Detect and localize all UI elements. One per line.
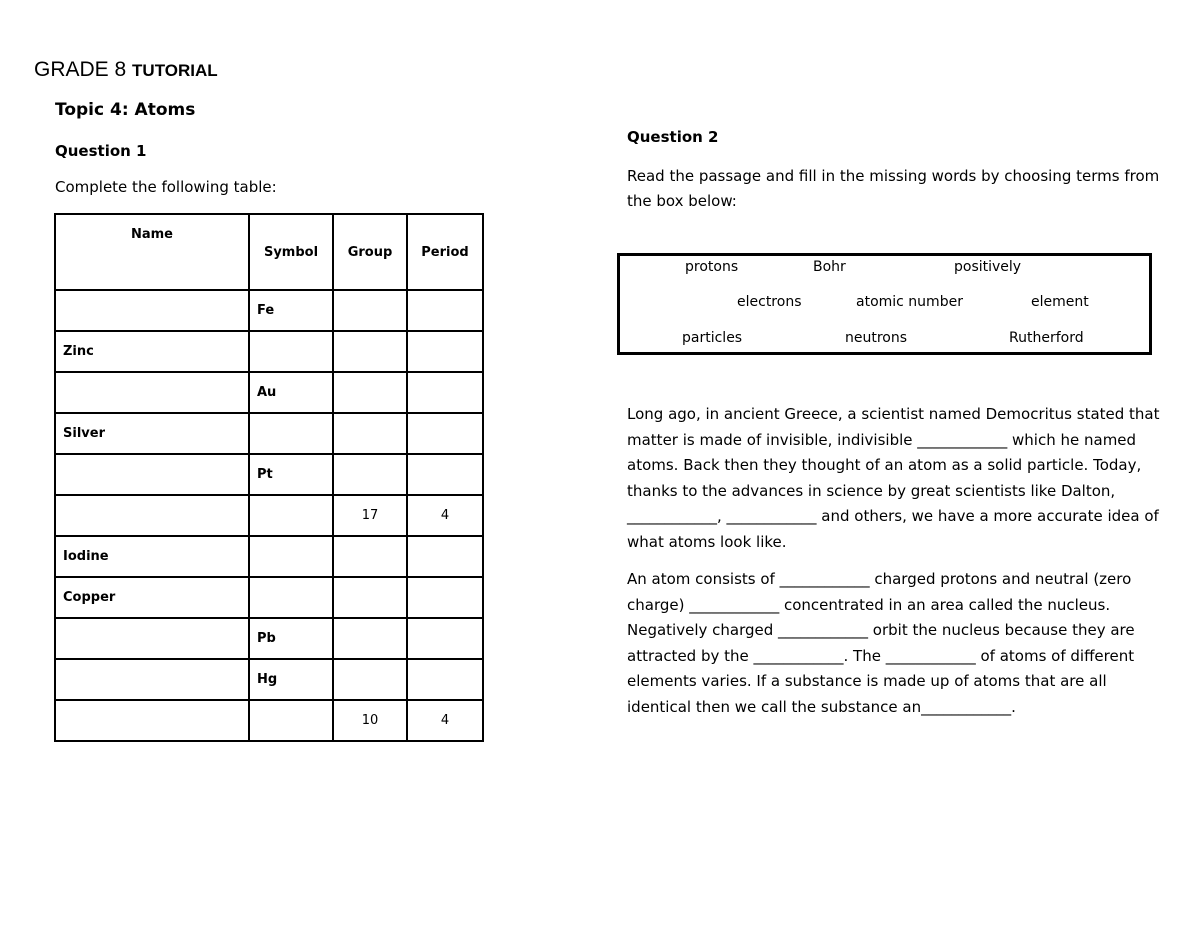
name-cell: Silver bbox=[55, 413, 249, 454]
word-bank-item: atomic number bbox=[856, 294, 963, 310]
symbol-cell bbox=[249, 331, 333, 372]
name-cell: Zinc bbox=[55, 331, 249, 372]
table-row bbox=[55, 536, 483, 577]
tutorial-label: TUTORIAL bbox=[132, 61, 218, 80]
symbol-cell: Fe bbox=[249, 290, 333, 331]
question2-instruction: Read the passage and fill in the missing words by choosing terms from the box below: bbox=[627, 167, 1160, 210]
word-bank-item: neutrons bbox=[845, 330, 908, 346]
name-cell: Copper bbox=[55, 577, 249, 618]
group-cell bbox=[333, 413, 407, 454]
passage-paragraph-2: An atom consists of ____________ charged protons and neutral (zero charge) ____________ concentrated in an area called the nucleus. Negatively charged ____________ orbit the nucleus because they are attracted by the ____________. The ____________ of atoms of different elements varies. If a substance is made up of atoms that are all identical then we call the substance an____________. bbox=[627, 570, 1135, 716]
symbol-cell: Pb bbox=[249, 618, 333, 659]
name-cell bbox=[55, 372, 249, 413]
symbol-cell bbox=[249, 536, 333, 577]
name-cell: Iodine bbox=[55, 536, 249, 577]
table-row bbox=[55, 577, 483, 618]
period-cell bbox=[407, 413, 483, 454]
table-body bbox=[55, 290, 483, 741]
symbol-cell bbox=[249, 577, 333, 618]
group-cell bbox=[333, 536, 407, 577]
word-bank-box bbox=[617, 253, 1152, 355]
period-cell bbox=[407, 372, 483, 413]
group-cell bbox=[333, 577, 407, 618]
word-bank-item: element bbox=[1031, 294, 1089, 310]
name-cell bbox=[55, 618, 249, 659]
period-cell bbox=[407, 659, 483, 700]
document-title bbox=[34, 58, 218, 82]
group-cell bbox=[333, 290, 407, 331]
name-cell bbox=[55, 700, 249, 741]
group-cell: 17 bbox=[333, 495, 407, 536]
group-cell bbox=[333, 618, 407, 659]
table-row bbox=[55, 331, 483, 372]
period-cell bbox=[407, 536, 483, 577]
table-row bbox=[55, 290, 483, 331]
grade-label: GRADE 8 bbox=[34, 58, 127, 81]
question1-heading: Question 1 bbox=[55, 142, 147, 160]
table-row bbox=[55, 495, 483, 536]
symbol-cell bbox=[249, 495, 333, 536]
symbol-cell: Hg bbox=[249, 659, 333, 700]
table-row bbox=[55, 700, 483, 741]
word-bank-item: protons bbox=[685, 259, 739, 275]
word-bank-item: positively bbox=[954, 259, 1022, 275]
word-bank-item: electrons bbox=[737, 294, 802, 310]
name-cell bbox=[55, 495, 249, 536]
table-row bbox=[55, 454, 483, 495]
word-bank-item: particles bbox=[682, 330, 743, 346]
group-cell bbox=[333, 454, 407, 495]
period-cell: 4 bbox=[407, 495, 483, 536]
elements-table bbox=[54, 213, 484, 742]
question2-heading: Question 2 bbox=[627, 128, 719, 146]
group-cell: 10 bbox=[333, 700, 407, 741]
period-cell bbox=[407, 618, 483, 659]
passage-paragraph-1: Long ago, in ancient Greece, a scientist named Democritus stated that matter is made of invisible, indivisible ____________ which he named atoms. Back then they thought of an atom as a solid particle. Today, thanks to the advances in science by great scientists like Dalton, ____________, ____________ and others, we have a more accurate idea of what atoms look like. bbox=[627, 405, 1160, 551]
question1-instruction: Complete the following table: bbox=[55, 178, 277, 196]
period-cell bbox=[407, 290, 483, 331]
column-header-group: Group bbox=[333, 214, 407, 290]
period-cell bbox=[407, 454, 483, 495]
symbol-cell: Pt bbox=[249, 454, 333, 495]
symbol-cell bbox=[249, 413, 333, 454]
name-cell bbox=[55, 290, 249, 331]
table-row bbox=[55, 659, 483, 700]
topic-heading: Topic 4: Atoms bbox=[55, 100, 196, 120]
symbol-cell bbox=[249, 700, 333, 741]
table-row bbox=[55, 372, 483, 413]
group-cell bbox=[333, 659, 407, 700]
group-cell bbox=[333, 331, 407, 372]
table-row bbox=[55, 413, 483, 454]
word-bank-item: Rutherford bbox=[1009, 330, 1084, 346]
period-cell bbox=[407, 331, 483, 372]
group-cell bbox=[333, 372, 407, 413]
period-cell bbox=[407, 577, 483, 618]
symbol-cell: Au bbox=[249, 372, 333, 413]
column-header-period: Period bbox=[407, 214, 483, 290]
period-cell: 4 bbox=[407, 700, 483, 741]
word-bank-item: Bohr bbox=[813, 259, 846, 275]
column-header-name: Name bbox=[55, 214, 249, 290]
table-row bbox=[55, 618, 483, 659]
column-header-symbol: Symbol bbox=[249, 214, 333, 290]
name-cell bbox=[55, 454, 249, 495]
table-header-row bbox=[55, 214, 483, 290]
name-cell bbox=[55, 659, 249, 700]
